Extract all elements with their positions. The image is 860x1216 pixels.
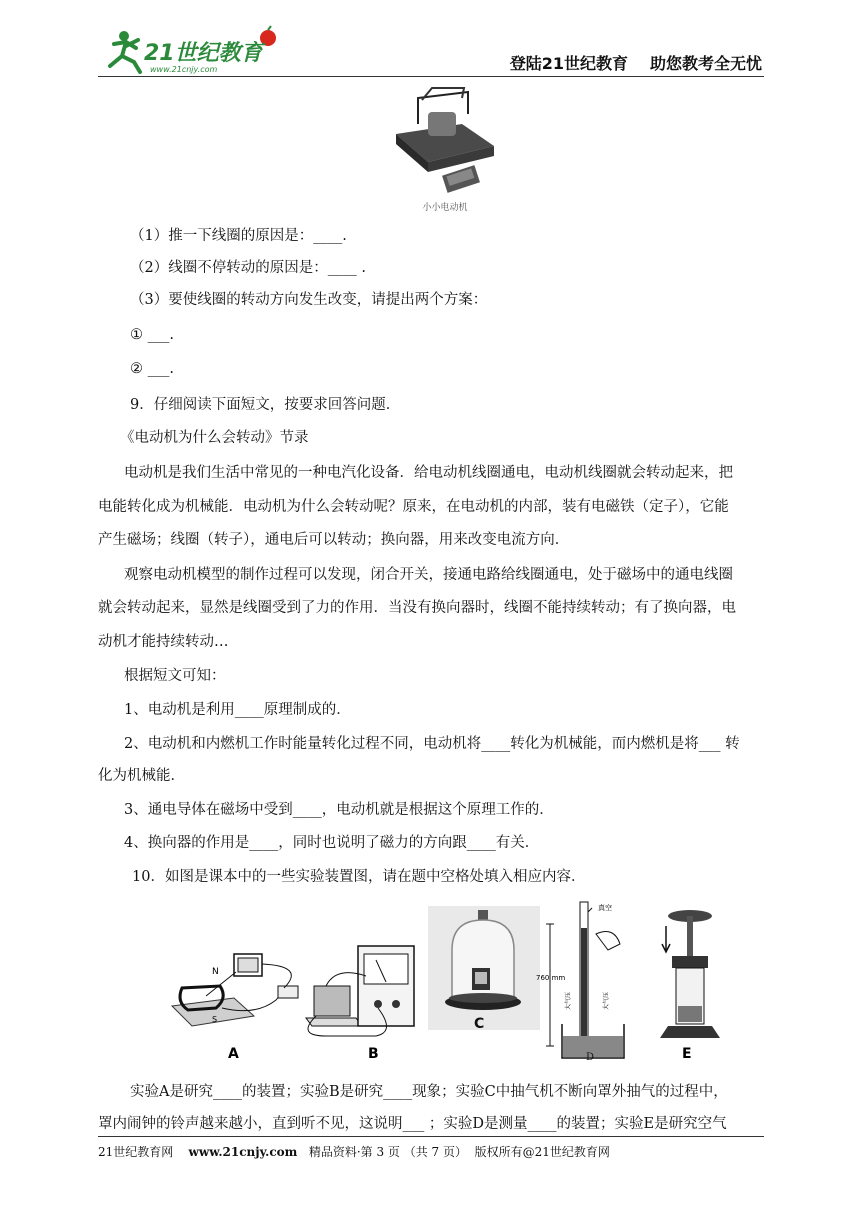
q9-q2: 2、电动机和内燃机工作时能量转化过程不同，电动机将____转化为机械能，而内燃机是将___ 转	[124, 736, 740, 752]
fig-a-n-label: N	[212, 967, 219, 977]
fig-d-atm-left: 大气压	[565, 991, 572, 1010]
footer-url[interactable]: www.21cnjy.com	[188, 1145, 298, 1159]
q9-q3: 3、通电导体在磁场中受到____，电动机就是根据这个原理工作的．	[124, 802, 554, 818]
fig-d-vacuum: 真空	[598, 904, 612, 912]
motor-caption: 小小电动机	[422, 203, 468, 213]
q10-text-line-2: 罩内闹钟的铃声越来越小，直到听不见，这说明___ ；实验D是测量____的装置；实验E是研究空气	[98, 1116, 727, 1132]
q9-p2-line-1: 观察电动机模型的制作过程可以发现，闭合开关，接通电路给线圈通电，处于磁场中的通电线圈	[124, 567, 733, 583]
q9-source-title: 《电动机为什么会转动》节录	[120, 430, 309, 446]
q9-p2-line-3: 动机才能持续转动…	[98, 634, 229, 650]
q8-item-1: （1）推一下线圈的原因是：____.	[130, 228, 347, 244]
q10-text-line-1: 实验A是研究____的装置；实验B是研究____现象；实验C中抽气机不断向罩外抽气的过程中，	[130, 1084, 728, 1100]
experiment-figure-ab	[166, 936, 426, 1061]
header-divider	[98, 76, 764, 77]
experiment-figure-e	[650, 906, 730, 1062]
footer	[98, 1143, 610, 1160]
q9-p1-line-1: 电动机是我们生活中常见的一种电汽化设备．给电动机线圈通电，电动机线圈就会转动起来，把	[124, 465, 733, 481]
q9-p1-line-3: 产生磁场；线圈（转子），通电后可以转动；换向器，用来改变电流方向．	[98, 532, 570, 548]
header-slogan-left: 登陆21世纪教育	[509, 54, 628, 73]
experiment-figure-d	[536, 898, 630, 1066]
q8-item-4: ① ___.	[130, 327, 174, 343]
q9-q4: 4、换向器的作用是____，同时也说明了磁力的方向跟____有关．	[124, 835, 540, 851]
fig-d-height: 760 mm	[536, 974, 566, 982]
header-slogan	[510, 51, 762, 74]
q9-q2-cont: 化为机械能．	[98, 768, 185, 784]
q10-intro: 10．如图是课本中的一些实验装置图，请在题中空格处填入相应内容．	[132, 869, 586, 885]
fig-label-d: D	[586, 1052, 595, 1063]
fig-label-c: C	[474, 1016, 485, 1032]
q9-p1-line-2: 电能转化成为机械能．电动机为什么会转动呢？原来，在电动机的内部，装有电磁铁（定子），它能	[98, 499, 729, 515]
site-logo	[100, 26, 290, 76]
motor-figure	[392, 84, 498, 214]
fig-label-a: A	[228, 1046, 239, 1062]
footer-page-info: 精品资料·第 3 页 （共 7 页）	[308, 1145, 467, 1159]
q9-lead: 根据短文可知：	[124, 668, 226, 684]
footer-copyright: 版权所有@21世纪教育网	[474, 1145, 610, 1159]
fig-d-atm-right: 大气压	[603, 991, 610, 1010]
logo-url-text: www.21cnjy.com	[150, 65, 218, 74]
fig-label-b: B	[368, 1046, 379, 1062]
q9-q1: 1、电动机是利用____原理制成的．	[124, 702, 351, 718]
footer-divider	[98, 1136, 764, 1137]
q9-p2-line-2: 就会转动起来，显然是线圈受到了力的作用．当没有换向器时，线圈不能持续转动；有了换向器，电	[98, 600, 736, 616]
q8-item-2: （2）线圈不停转动的原因是：____ .	[130, 260, 366, 276]
fig-a-s-label: S	[212, 1015, 218, 1024]
fig-label-e: E	[682, 1046, 692, 1062]
header-slogan-right: 助您教考全无忧	[649, 54, 762, 73]
q8-item-5: ② ___.	[130, 361, 174, 377]
logo-main-text: 21世纪教育	[144, 41, 263, 66]
q9-intro: 9．仔细阅读下面短文，按要求回答问题．	[130, 397, 401, 413]
footer-site: 21世纪教育网	[98, 1145, 174, 1159]
q8-item-3: （3）要使线圈的转动方向发生改变，请提出两个方案：	[130, 292, 488, 308]
experiment-figure-c	[428, 906, 540, 1030]
